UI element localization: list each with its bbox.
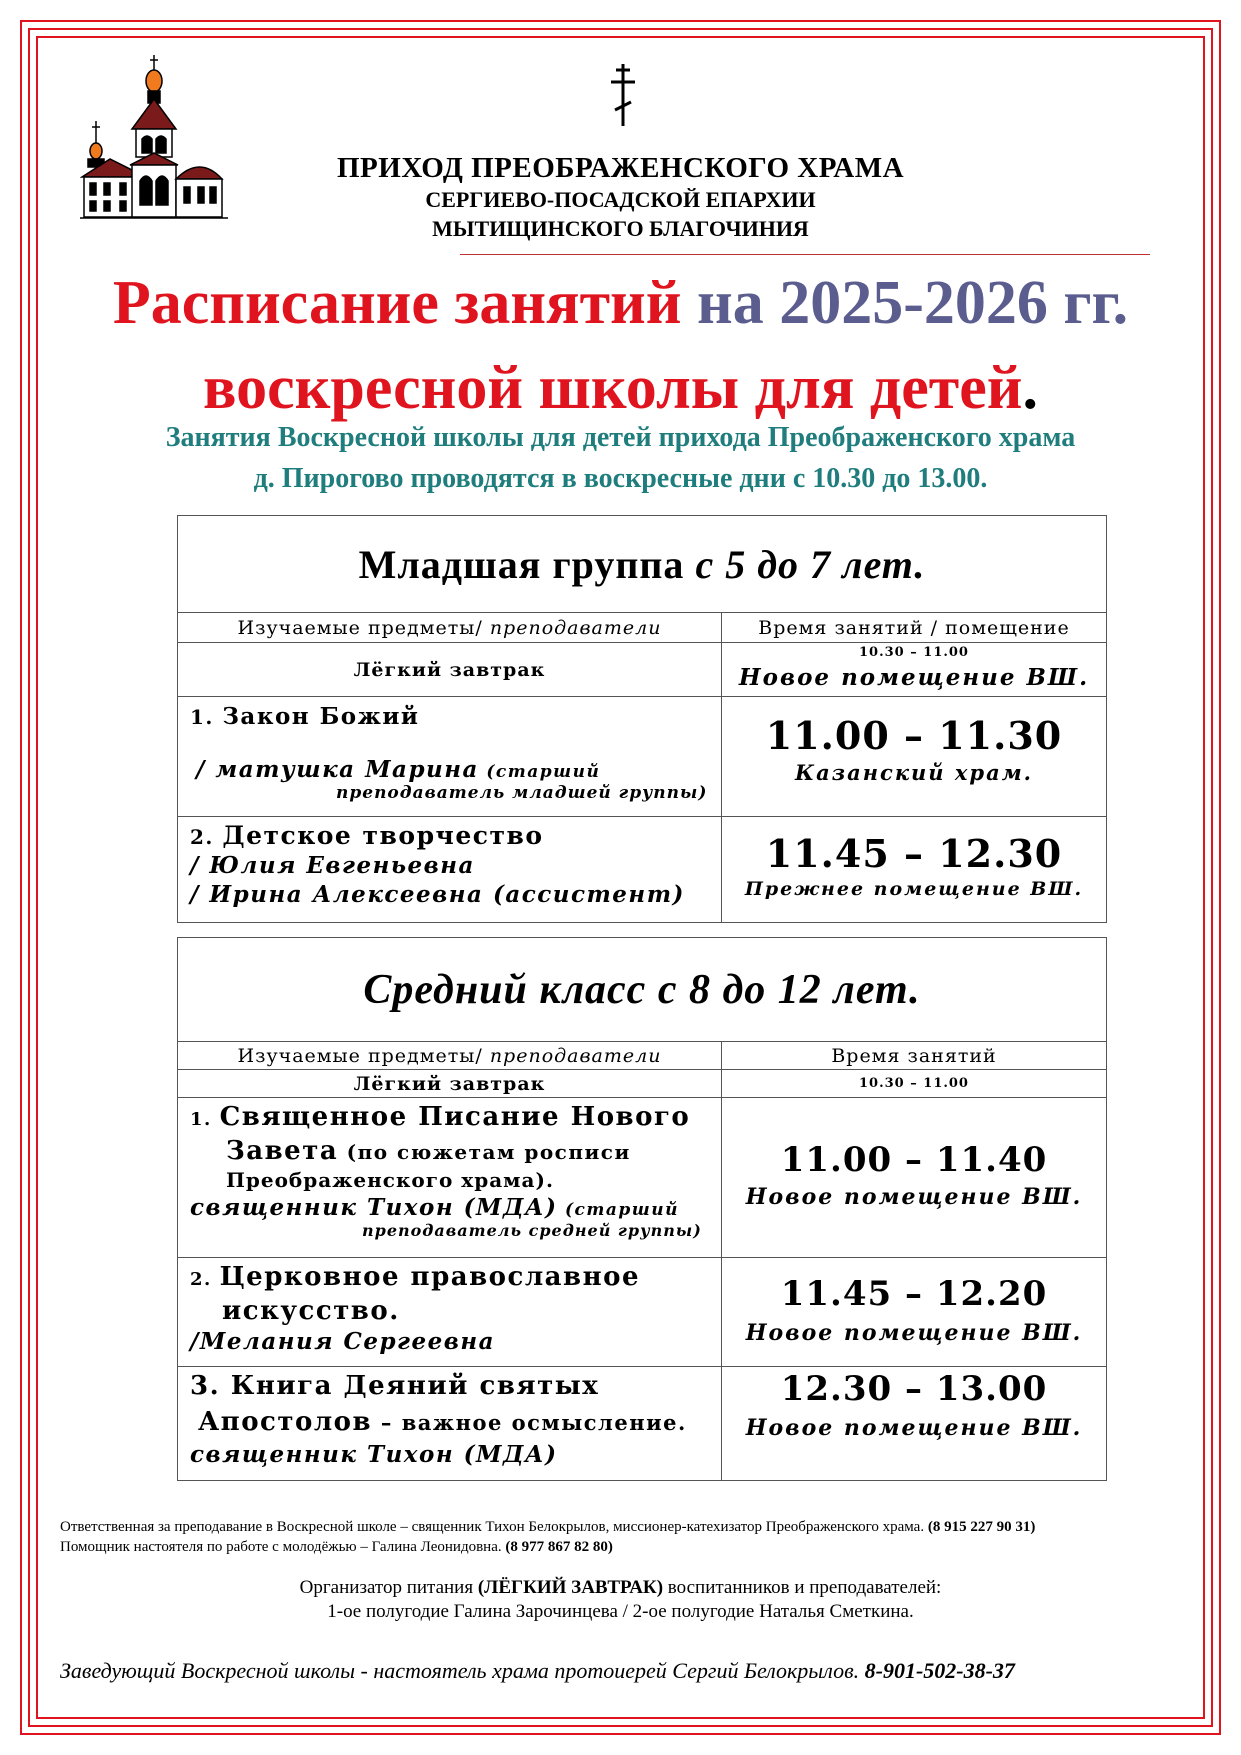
middle-subject-1 <box>178 1098 722 1258</box>
title-years: на 2025-2026 гг. <box>681 269 1129 337</box>
footer-catering-a: Организатор питания <box>299 1577 478 1598</box>
intro-line-2: д. Пирогово проводятся в воскресные дни с 10.30 до 13.00. <box>253 463 988 494</box>
middle-subject-1-room: Новое помещение ВШ. <box>745 1184 1083 1210</box>
junior-col-time: Время занятий / помещение <box>722 613 1107 643</box>
middle-subject-2 <box>178 1258 722 1367</box>
middle-subject-1-title-a <box>190 1102 721 1132</box>
intro-line-1: Занятия Воскресной школы для детей прихода Преображенского храма <box>165 422 1076 453</box>
middle-subject-1-desc-b: Преображенского храма). <box>226 1168 554 1192</box>
orthodox-cross-icon <box>608 62 638 128</box>
middle-subject-1-teacher-line <box>190 1194 721 1221</box>
middle-col-time: Время занятий <box>722 1042 1107 1070</box>
middle-subject-3-name-a: Книга Деяний святых <box>230 1371 600 1401</box>
middle-subject-3-time-cell <box>722 1367 1107 1481</box>
junior-subject-2-title <box>190 821 721 850</box>
middle-subject-3 <box>178 1367 722 1481</box>
footer-catering-c: воспитанников и преподавателей: <box>663 1577 942 1598</box>
middle-subject-3-num: 3. <box>190 1371 231 1401</box>
middle-subject-3-title-b <box>198 1407 721 1437</box>
middle-subject-1-num: 1. <box>190 1109 220 1130</box>
page-subtitle <box>0 353 1241 423</box>
junior-breakfast: Лёгкий завтрак <box>178 643 722 697</box>
title-dot: . <box>1022 354 1038 422</box>
eparchy-name: СЕРГИЕВО-ПОСАДСКОЙ ЕПАРХИИ <box>425 187 816 212</box>
middle-subject-1-time: 11.00 – 11.40 <box>780 1140 1048 1180</box>
junior-subject-1-name: Закон Божий <box>222 703 420 730</box>
middle-subject-1-teacher: священник Тихон (МДА) <box>190 1194 558 1221</box>
middle-subject-2-time: 11.45 – 12.20 <box>780 1274 1048 1314</box>
middle-subject-3-teacher: священник Тихон (МДА) <box>190 1441 558 1468</box>
footer-head-text: Заведующий Воскресной школы - настоятель храма протоиерей Сергий Белокрылов. <box>60 1658 865 1683</box>
junior-subject-1-time-cell <box>722 697 1107 817</box>
junior-subject-2-num: 2. <box>190 825 223 849</box>
junior-title-age: с 5 до 7 лет. <box>695 541 926 587</box>
title-schedule: Расписание занятий <box>112 269 682 337</box>
middle-subject-2-time-cell <box>722 1258 1107 1367</box>
junior-subject-2-name: Детское творчество <box>222 821 544 850</box>
junior-subject-2-teacher-1: / Юлия Евгеньевна <box>190 852 475 879</box>
middle-subject-3-name-b: Апостолов <box>198 1407 373 1437</box>
middle-subject-2-num: 2. <box>190 1269 220 1290</box>
junior-subject-1-teacher-line <box>196 756 721 783</box>
title-school: воскресной школы для детей <box>203 354 1023 422</box>
junior-breakfast-time: 10.30 – 11.00 <box>859 645 969 660</box>
header-divider <box>460 254 1150 255</box>
junior-breakfast-time-cell <box>722 643 1107 697</box>
footer-assistant <box>60 1539 1190 1556</box>
middle-subject-2-name-a: Церковное православное <box>219 1262 641 1292</box>
junior-subject-2-teacher-2: / Ирина Алексеевна (ассистент) <box>190 881 685 908</box>
middle-subject-3-room: Новое помещение ВШ. <box>745 1415 1083 1441</box>
footer-responsible <box>60 1519 1190 1536</box>
junior-subject-2-room: Прежнее помещение ВШ. <box>744 878 1084 900</box>
middle-breakfast: Лёгкий завтрак <box>178 1070 722 1098</box>
junior-subject-1-note-a: (старший <box>478 762 601 782</box>
junior-col-subjects <box>178 613 722 643</box>
junior-subject-2 <box>178 817 722 923</box>
middle-schedule-table <box>177 937 1107 1481</box>
footer-catering-b: (ЛЁГКИЙ ЗАВТРАК) <box>477 1577 664 1598</box>
junior-subject-2-time: 11.45 – 12.30 <box>765 831 1063 876</box>
footer-assistant-text: Помощник настоятеля по работе с молодёжью – Галина Леонидовна. <box>60 1539 506 1555</box>
footer-assistant-phone: (8 977 867 82 80) <box>505 1539 613 1555</box>
middle-subject-1-time-cell <box>722 1098 1107 1258</box>
junior-breakfast-room: Новое помещение ВШ. <box>738 664 1090 691</box>
footer-responsible-phone: (8 915 227 90 31) <box>927 1519 1036 1535</box>
junior-subject-1-teacher: / матушка Марина <box>196 756 479 783</box>
footer-catering-line2: 1-ое полугодие Галина Зарочинцева / 2-ое полугодие Наталья Сметкина. <box>327 1601 914 1622</box>
middle-subject-1-name-b: Завета <box>226 1136 339 1166</box>
footer-head-phone: 8-901-502-38-37 <box>864 1658 1015 1683</box>
middle-subject-3-title-a <box>190 1371 721 1401</box>
junior-subject-1-num: 1. <box>190 705 223 729</box>
middle-breakfast-time: 10.30 – 11.00 <box>722 1070 1107 1098</box>
junior-group-title <box>178 516 1107 613</box>
middle-subject-3-desc: – важное осмысление. <box>372 1410 687 1435</box>
middle-subject-1-title-b <box>226 1136 721 1166</box>
junior-subject-1 <box>178 697 722 817</box>
col-teachers-label-2: преподаватели <box>489 1044 662 1067</box>
col-subjects-label-2: Изучаемые предметы/ <box>237 1044 490 1067</box>
footer-responsible-text: Ответственная за преподавание в Воскресной школе – священник Тихон Белокрылов, миссионер-катехизатор Преображенского храма. <box>60 1519 928 1535</box>
middle-subject-1-name-a: Священное Писание Нового <box>219 1102 691 1132</box>
middle-subject-3-time: 12.30 – 13.00 <box>780 1369 1048 1409</box>
junior-subject-1-room: Казанский храм. <box>795 760 1033 785</box>
junior-subject-2-time-cell <box>722 817 1107 923</box>
junior-subject-1-time: 11.00 – 11.30 <box>765 713 1063 758</box>
junior-schedule-table <box>177 515 1107 923</box>
page-title <box>0 268 1241 338</box>
deanery-name: МЫТИЩИНСКОГО БЛАГОЧИНИЯ <box>432 216 809 241</box>
middle-subject-2-room: Новое помещение ВШ. <box>745 1320 1083 1346</box>
middle-group-title: Средний класс с 8 до 12 лет. <box>178 938 1107 1042</box>
footer-catering <box>0 1577 1241 1599</box>
col-teachers-label: преподаватели <box>489 616 662 639</box>
junior-subject-1-note-b: преподаватель младшей группы) <box>336 783 708 803</box>
middle-subject-2-name-b: искусство. <box>222 1296 400 1326</box>
junior-subject-1-title <box>190 703 721 730</box>
junior-title-label: Младшая группа <box>358 541 696 587</box>
col-subjects-label: Изучаемые предметы/ <box>237 616 490 639</box>
footer-head <box>60 1658 1190 1684</box>
middle-subject-1-note-b: преподаватель средней группы) <box>362 1221 702 1240</box>
middle-subject-1-desc-a: (по сюжетам росписи <box>338 1140 631 1164</box>
middle-subject-2-teacher: /Мелания Сергеевна <box>190 1328 496 1355</box>
middle-col-subjects <box>178 1042 722 1070</box>
middle-subject-1-note-a: (старший <box>557 1200 679 1220</box>
middle-subject-2-title-a <box>190 1262 721 1292</box>
parish-name: ПРИХОД ПРЕОБРАЖЕНСКОГО ХРАМА <box>336 152 905 184</box>
